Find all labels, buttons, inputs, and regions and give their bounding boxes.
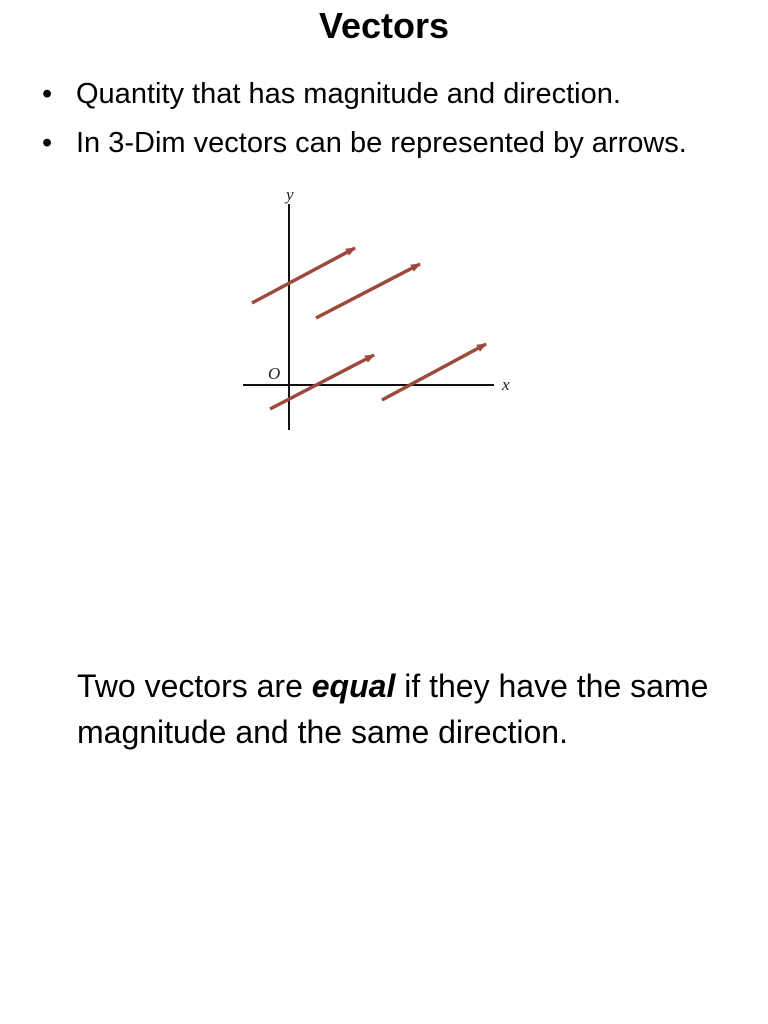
vector-arrow-2 — [316, 264, 420, 318]
bullet-item — [42, 119, 687, 168]
bullet-dot-icon: • — [42, 78, 53, 110]
origin-label: O — [268, 364, 281, 383]
equality-statement — [77, 663, 717, 755]
vector-arrow-3 — [270, 355, 374, 409]
x-axis-label: x — [502, 375, 510, 394]
bullet-list — [42, 70, 687, 168]
bullet-text: In 3-Dim vectors can be represented by arrows. — [76, 127, 687, 159]
y-axis-label: y — [286, 185, 294, 204]
statement-text-before: Two vectors are — [77, 668, 312, 704]
vector-arrow-4 — [382, 344, 486, 400]
vector-figure — [236, 182, 516, 442]
statement-emphasis: equal — [311, 668, 396, 704]
vector-arrow-1 — [252, 248, 355, 303]
slide-title: Vectors — [318, 5, 450, 46]
statement-text-after: if they have the same magnitude and the same direction. — [77, 668, 709, 750]
bullet-dot-icon: • — [42, 127, 53, 159]
bullet-text: Quantity that has magnitude and direction. — [76, 78, 621, 110]
bullet-item — [42, 70, 687, 119]
vector-diagram — [236, 182, 516, 442]
